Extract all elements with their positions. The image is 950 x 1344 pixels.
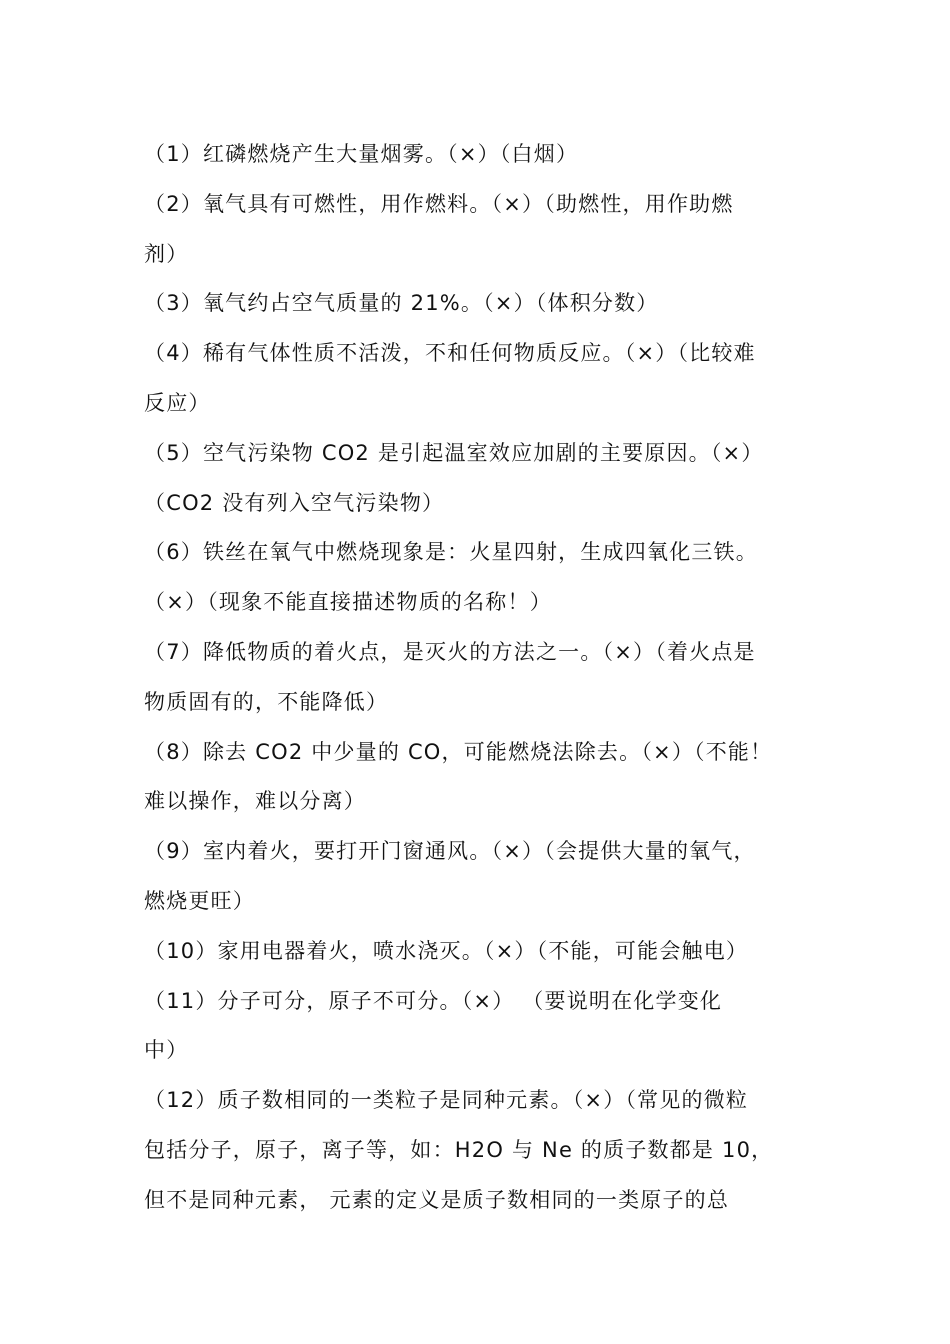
text-line-item-11a: （11）分子可分，原子不可分。（×） （要说明在化学变化 — [144, 988, 723, 1013]
text-line-item-12c: 但不是同种元素， 元素的定义是质子数相同的一类原子的总 — [144, 1187, 730, 1212]
text-line-item-2b: 剂） — [144, 241, 189, 266]
text-line-item-8a: （8）除去 CO2 中少量的 CO，可能燃烧法除去。（×）（不能！ — [144, 739, 773, 764]
text-line-item-4b: 反应） — [144, 390, 211, 415]
document-body — [144, 130, 834, 1226]
text-line-item-8b: 难以操作，难以分离） — [144, 789, 366, 814]
text-line-item-2a: （2）氧气具有可燃性，用作燃料。（×）（助燃性，用作助燃 — [144, 191, 734, 216]
text-line-item-3: （3）氧气约占空气质量的 21%。（×）（体积分数） — [144, 291, 659, 316]
text-line-item-5b: （CO2 没有列入空气污染物） — [144, 490, 445, 515]
text-line-item-7b: 物质固有的，不能降低） — [144, 689, 389, 714]
text-line-item-10: （10）家用电器着火，喷水浇灭。（×）（不能，可能会触电） — [144, 938, 749, 963]
text-line-item-12a: （12）质子数相同的一类粒子是同种元素。（×）（常见的微粒 — [144, 1088, 749, 1113]
text-line-item-12b: 包括分子，原子，离子等，如：H2O 与 Ne 的质子数都是 10， — [144, 1137, 774, 1162]
text-line-item-1: （1）红磷燃烧产生大量烟雾。（×）（白烟） — [144, 142, 579, 166]
text-line-item-4a: （4）稀有气体性质不活泼，不和任何物质反应。（×）（比较难 — [144, 341, 756, 366]
text-line-item-6a: （6）铁丝在氧气中燃烧现象是：火星四射，生成四氧化三铁。 — [144, 540, 758, 565]
text-line-item-7a: （7）降低物质的着火点，是灭火的方法之一。（×）（着火点是 — [144, 639, 756, 664]
text-line-item-5a: （5）空气污染物 CO2 是引起温室效应加剧的主要原因。（×） — [144, 440, 764, 465]
text-line-item-6b: （×）（现象不能直接描述物质的名称！） — [144, 590, 552, 615]
text-line-item-11b: 中） — [144, 1038, 189, 1063]
text-line-item-9b: 燃烧更旺） — [144, 888, 255, 913]
text-line-item-9a: （9）室内着火，要打开门窗通风。（×）（会提供大量的氧气， — [144, 839, 756, 864]
